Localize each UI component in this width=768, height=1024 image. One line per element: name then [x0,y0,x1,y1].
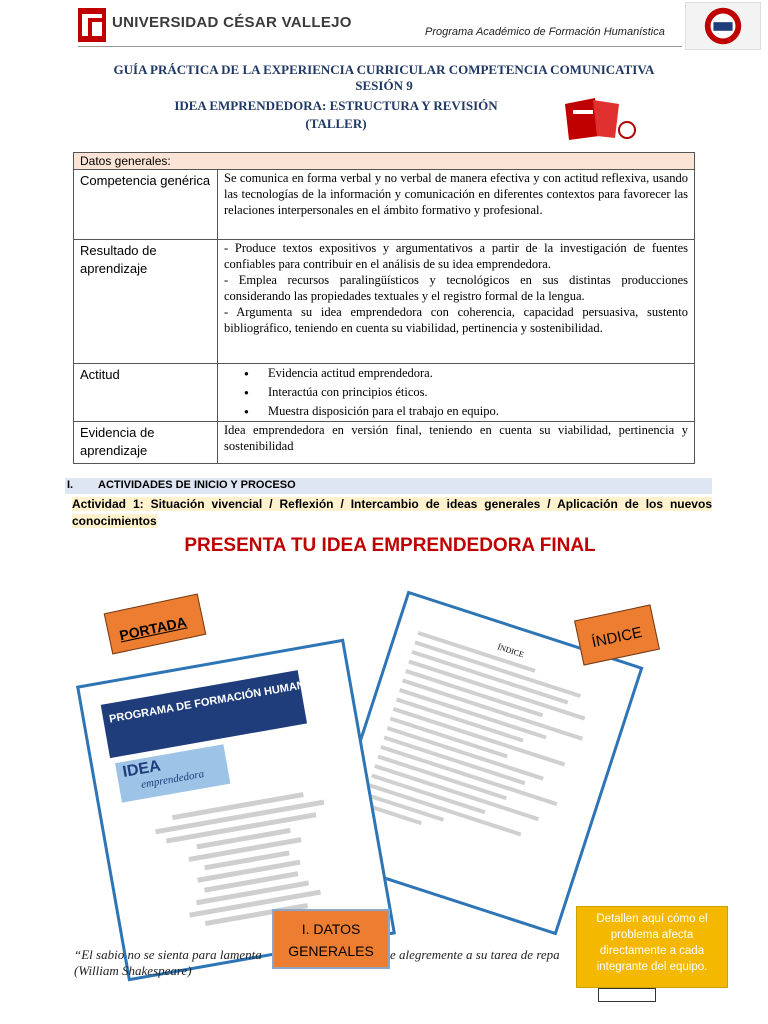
competencia-label: Competencia genérica [74,170,218,240]
resultado-item: - Produce textos expositivos y argumentativos a partir de la investigación de fuentes confiables para contribuir en el análisis de su idea emprendedora. [224,241,688,271]
university-name: UNIVERSIDAD CÉSAR VALLEJO [112,14,352,31]
stamp-box [598,988,656,1002]
workshop-label: (TALLER) [305,116,367,131]
section-title: ACTIVIDADES DE INICIO Y PROCESO [98,479,296,491]
actitud-label: Actitud [74,364,218,422]
main-title: PRESENTA TU IDEA EMPRENDEDORA FINAL [184,535,596,556]
sticky-note: Detallen aquí cómo el problema afecta directamente a cada integrante del equipo. [576,906,728,988]
quote-line1: “El sabio no se sienta para lamenta [74,947,262,962]
activity-text: Actividad 1: Situación vivencial / Reflexión / Intercambio de ideas generales / Aplicación de los nuevos conocimientos [72,497,712,528]
actitud-list [224,364,688,421]
cover-band-text: PROGRAMA DE FORMACIÓN HUMANÍSTICA [108,673,342,726]
guide-title: GUÍA PRÁCTICA DE LA EXPERIENCIA CURRICULAR COMPETENCIA COMUNICATIVA [113,62,655,77]
resultado-item: - Emplea recursos paralingüísticos y tecnológicos en sus distintas producciones considerando las propiedades textuales y el registro formal de la lengua. [224,273,688,303]
index-page-lines [360,631,614,875]
actitud-value [218,364,695,422]
competencia-value: Se comunica en forma verbal y no verbal de manera efectiva y con actitud reflexiva, usando las tecnologías de la información y comunicación en diferentes contextos para favorecer las relaciones interpersonales en el ámbito formativo y profesional. [218,170,695,240]
quote [74,947,262,979]
header-divider [78,46,682,47]
list-item: ● Interactúa con principios éticos. [244,383,688,402]
datos-tag-line1: I. DATOS [301,921,361,937]
resultado-label: Resultado de aprendizaje [74,240,218,364]
indice-tag [574,604,660,665]
list-item: ● Evidencia actitud emprendedora. [244,364,688,383]
evidencia-label: Evidencia de aprendizaje [74,422,218,464]
general-data-table [73,152,695,464]
workshop-illustration [563,96,643,142]
program-title: Programa Académico de Formación Humanística [425,26,665,38]
ucv-logo-icon [78,8,106,42]
ucv-seal-icon [685,2,761,50]
page-header [0,0,768,50]
index-page-title: ÍNDICE [496,642,525,660]
datos-tag-line2: GENERALES [288,943,374,959]
portada-tag [104,593,207,654]
section-heading [65,478,712,494]
resultado-item: - Argumenta su idea emprendedora con coherencia, capacidad persuasiva, sustento bibliográfico, teniendo en cuenta su viabilidad, pertinencia y sostenibilidad. [224,305,688,335]
cover-idea-sub: emprendedora [140,768,206,791]
section-number: I. [67,479,74,491]
portada-label: PORTADA [117,613,189,644]
table-header: Datos generales: [74,153,695,170]
activity-line [72,496,712,530]
topic-title: IDEA EMPRENDEDORA: ESTRUCTURA Y REVISIÓN [174,98,498,113]
indice-label: ÍNDICE [590,623,644,652]
quote-author: (William Shakespeare) [74,963,192,978]
list-item: ● Muestra disposición para el trabajo en equipo. [244,402,688,421]
session-title: SESIÓN 9 [355,78,413,93]
resultado-value [218,240,695,364]
datos-generales-tag [272,909,390,969]
quote-line1-end: e alegremente a su tarea de repa [390,947,560,962]
evidencia-value: Idea emprendedora en versión final, teniendo en cuenta su viabilidad, pertinencia y sostenibilidad [218,422,695,464]
cover-idea-text: IDEA [121,757,162,781]
